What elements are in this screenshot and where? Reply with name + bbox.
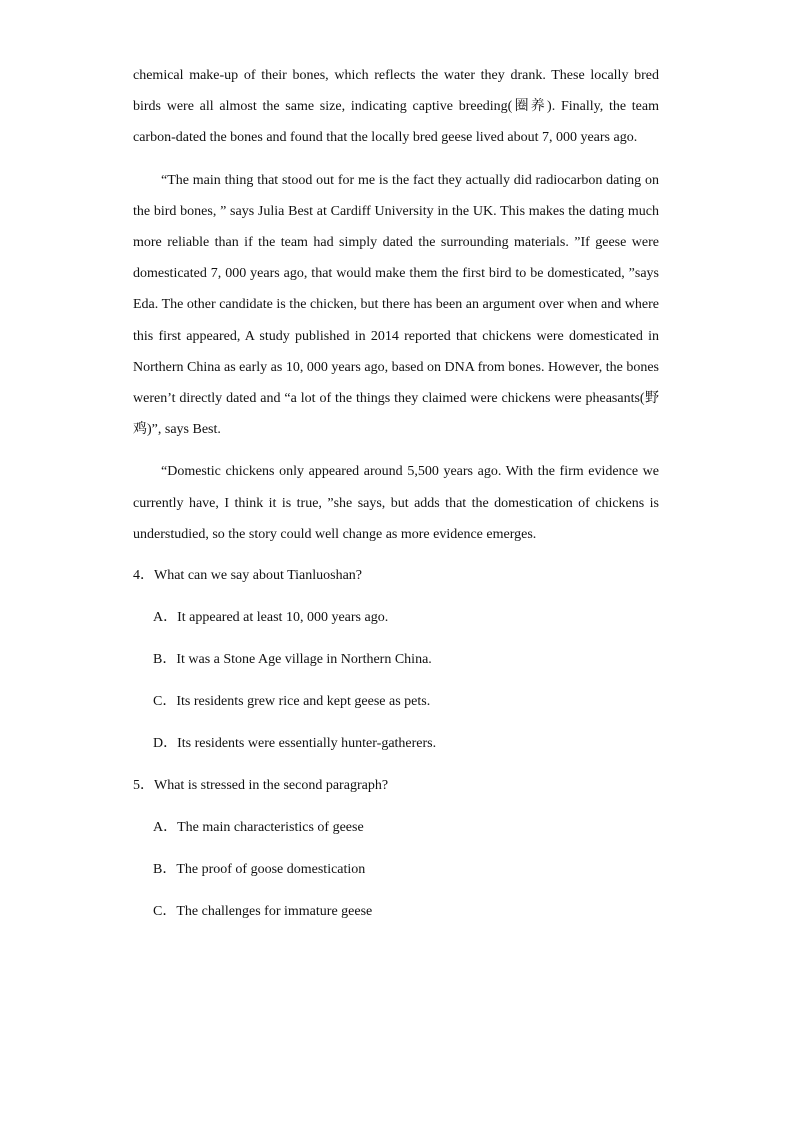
option-d: D．Its residents were essentially hunter-gatherers. — [153, 736, 437, 752]
passage-paragraph-2: “The main thing that stood out for me is the fact they actually did radiocarbon dating on the bird bones, ” says Julia Best at Cardiff University in the UK. This makes the dating much more reliable than if the team had simply dated the surrounding materials. ”If geese were domesticated 7, 000 years ago, that would make them the first bird to be domesticated, ”says Eda. The other candidate is the chicken, but there has been an argument over when and where this first appeared, A study published in 2014 reported that chickens were domesticated in Northern China as early as 10, 000 years ago, based on DNA from bones. However, the bones weren’t directly dated and “a lot of the things they claimed were chickens were pheasants(野鸡)”, says Best. — [133, 172, 659, 438]
option-c: C．Its residents grew rice and kept geese as pets. — [153, 694, 431, 710]
question-stem: 4．What can we say about Tianluoshan? — [133, 568, 363, 584]
document-page — [133, 60, 659, 922]
question-5 — [133, 776, 659, 922]
question-stem: 5．What is stressed in the second paragraph? — [133, 778, 389, 794]
option-a: A．The main characteristics of geese — [153, 820, 364, 836]
passage-paragraph-3: “Domestic chickens only appeared around 5,500 years ago. With the firm evidence we currently have, I think it is true, ”she says, but adds that the domestication of chickens is understudied, so the story could well change as more evidence emerges. — [133, 464, 659, 542]
option-a: A．It appeared at least 10, 000 years ago. — [153, 610, 389, 626]
question-4 — [133, 566, 659, 754]
option-b: B．It was a Stone Age village in Northern China. — [153, 652, 432, 668]
passage-paragraph-1: chemical make-up of their bones, which reflects the water they drank. These locally bred birds were all almost the same size, indicating captive breeding(圈养). Finally, the team carbon-dated the bones and found that the locally bred geese lived about 7, 000 years ago. — [133, 68, 659, 146]
option-b: B．The proof of goose domestication — [153, 862, 366, 878]
option-c: C．The challenges for immature geese — [153, 904, 373, 920]
